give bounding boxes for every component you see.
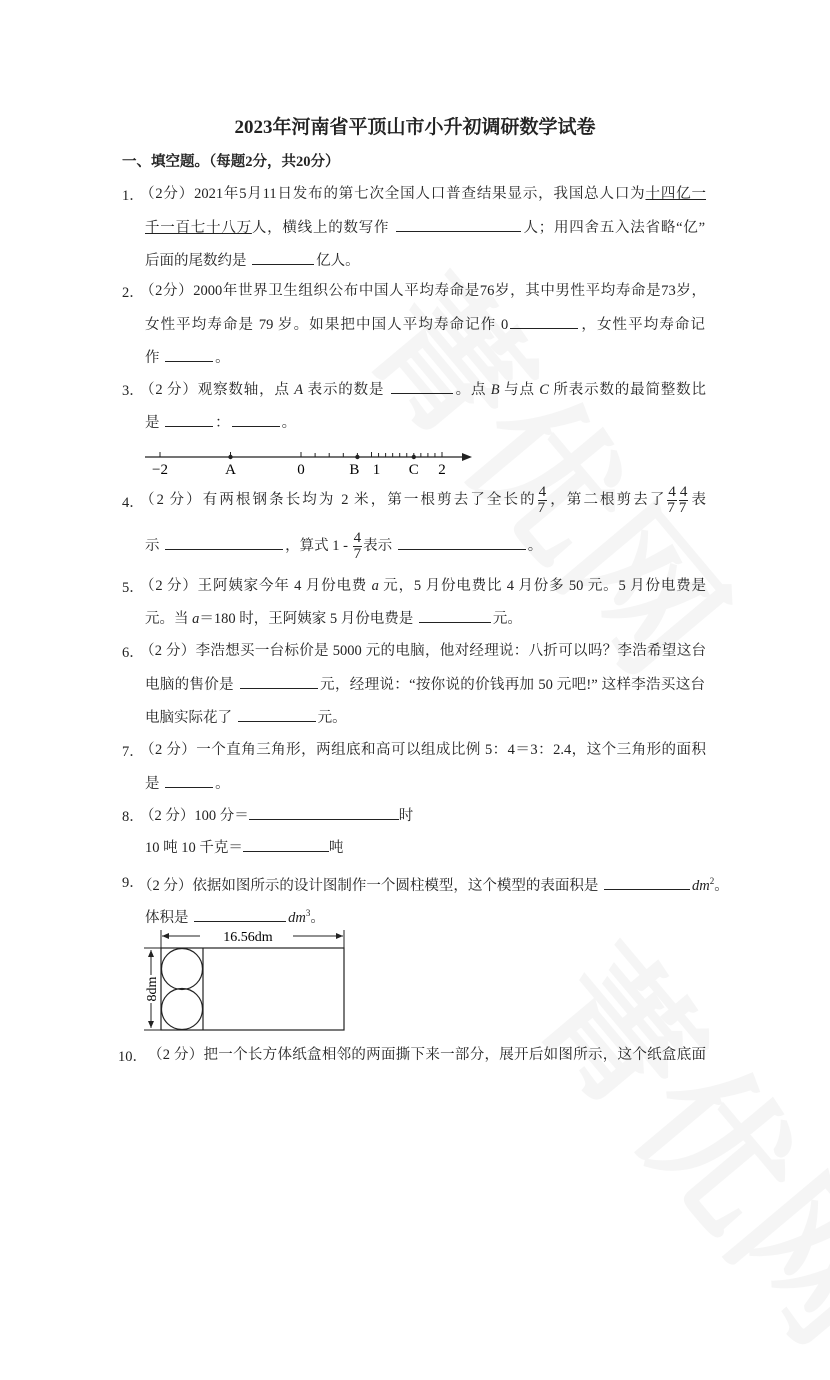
text: 元。	[317, 710, 347, 726]
text: 10 吨 10 千克＝	[145, 840, 243, 856]
answer-blank	[165, 412, 213, 427]
text: 吨	[328, 840, 344, 856]
answer-blank	[194, 907, 286, 922]
point-label: A	[294, 382, 304, 398]
text: 女性平均寿命是 79 岁。如果把中国人平均寿命记作 0	[145, 317, 509, 333]
answer-blank	[252, 250, 314, 265]
text: 表示的数是	[303, 382, 389, 398]
answer-blank	[165, 347, 213, 362]
height-label: 8dm	[145, 976, 160, 1002]
text: 是	[145, 415, 164, 431]
question-number: 4．	[122, 495, 144, 511]
fraction	[667, 485, 677, 516]
base-circle	[162, 949, 203, 990]
numerator: 4	[679, 484, 688, 501]
point-label: B	[490, 382, 500, 398]
numerator: 4	[353, 530, 362, 547]
answer-blank	[232, 412, 280, 427]
fraction	[538, 485, 548, 516]
question-number: 6．	[122, 645, 144, 661]
fraction	[353, 531, 363, 562]
axis-label: 1	[372, 462, 381, 478]
text: 作	[145, 350, 164, 366]
text: 与点	[499, 382, 540, 398]
numerator: 4	[668, 484, 676, 501]
answer-blank	[238, 707, 316, 722]
text: 体积是	[145, 909, 193, 926]
text: （2 分）一个直角三角形，两组底和高可以组成比例 5：4＝3：2.4，这个三角形的面积	[140, 742, 706, 758]
underlined-text: 千一百七十八万	[145, 220, 252, 236]
text: 电脑的售价是	[145, 677, 238, 693]
text: 亿人。	[316, 253, 360, 269]
text: 。	[215, 776, 230, 792]
text: （2 分）李浩想买一台标价是 5000 元的电脑，他对经理说：八折可以吗？李浩希望这台	[140, 643, 706, 659]
text: 表示	[363, 538, 396, 554]
text: ，算式 1 -	[285, 538, 352, 554]
point-a	[228, 455, 232, 459]
axis-arrow	[462, 453, 472, 461]
width-label: 16.56dm	[223, 930, 273, 945]
denominator: 7	[678, 500, 687, 517]
text: 。	[215, 350, 230, 366]
answer-blank	[165, 535, 283, 550]
answer-blank	[240, 674, 318, 689]
text: 人；用四舍五入法省略“亿”	[522, 220, 706, 236]
text: 表	[689, 492, 707, 508]
axis-label: −2	[152, 462, 168, 478]
text: ＝180 时，王阿姨家 5 月份电费是	[199, 611, 417, 627]
answer-blank	[391, 379, 453, 394]
text: 。	[310, 909, 325, 926]
denominator: 7	[667, 500, 675, 517]
exponent: 3	[305, 908, 311, 918]
variable: a	[192, 611, 200, 627]
text: （2 分）把一个长方体纸盒相邻的两面撕下来一部分，展开后如图所示，这个纸盒底面	[148, 1047, 706, 1063]
answer-blank	[165, 773, 213, 788]
text: 元。	[492, 611, 522, 627]
text: （2 分）有两根钢条长均为 2 米，第一根剪去了全长的	[140, 492, 537, 508]
question-number: 1．	[122, 188, 144, 204]
text: 电脑实际花了	[145, 710, 236, 726]
answer-blank	[396, 217, 521, 232]
answer-blank	[604, 875, 690, 890]
question-number: 8．	[122, 809, 144, 825]
text: 。	[281, 415, 297, 431]
denominator: 7	[353, 546, 362, 563]
text: 所表示数的最简整数比	[548, 382, 707, 398]
text: 时	[398, 808, 414, 824]
text: 。	[714, 877, 729, 894]
text: 。点	[454, 382, 491, 398]
numerator: 4	[538, 484, 547, 501]
text: 后面的尾数约是	[145, 253, 251, 269]
text: 是	[145, 776, 164, 792]
text: 元，经理说：“按你说的价钱再加 50 元吧!” 这样李浩买这台	[319, 677, 706, 693]
axis-label: 2	[438, 462, 446, 478]
point-c	[412, 455, 416, 459]
text: 人，横线上的数写作	[251, 220, 394, 236]
question-number: 9．	[122, 875, 144, 891]
answer-blank	[510, 314, 578, 329]
answer-blank	[398, 535, 526, 550]
text: （2 分）依据如图所示的设计图制作一个圆柱模型，这个模型的表面积是	[138, 877, 602, 894]
question-number: 10．	[118, 1049, 147, 1065]
text: 元。当	[145, 611, 193, 627]
section-heading: 一、填空题。（每题2分，共20分）	[122, 154, 340, 170]
unit: dm	[692, 877, 710, 894]
text: ，女性平均寿命记	[580, 317, 705, 333]
question-number: 2．	[122, 285, 144, 301]
question-number: 5．	[122, 580, 144, 596]
fraction	[679, 485, 689, 516]
watermark-logo	[498, 896, 830, 1380]
text: （2分）2000年世界卫生组织公布中国人平均寿命是76岁，其中男性平均寿命是73岁，	[140, 283, 706, 299]
text: （2 分）观察数轴，点	[140, 382, 295, 398]
text: （2 分）100 分＝	[140, 808, 249, 824]
text: （2 分）王阿姨家今年 4 月份电费	[140, 578, 372, 594]
text: 元，5 月份电费比 4 月份多 50 元。5 月份电费是	[378, 578, 706, 594]
denominator: 7	[537, 500, 546, 517]
axis-label: 0	[297, 462, 305, 478]
point-label: C	[539, 382, 549, 398]
answer-blank	[249, 805, 399, 820]
underlined-text: 十四亿一	[645, 186, 707, 202]
unit: dm	[288, 909, 306, 926]
text: ，第二根剪去了	[548, 492, 667, 508]
axis-label: B	[349, 462, 360, 478]
number-line-figure	[140, 440, 485, 480]
page-title: 2023年河南省平顶山市小升初调研数学试卷	[234, 117, 596, 138]
question-number: 7．	[122, 744, 144, 760]
cylinder-net-figure	[140, 925, 355, 1035]
text: 示	[145, 538, 164, 554]
axis-label: C	[408, 462, 419, 478]
text: （2分）2021年5月11日发布的第七次全国人口普查结果显示，我国总人口为	[140, 186, 646, 202]
answer-blank	[243, 837, 329, 852]
base-circle	[162, 989, 203, 1030]
question-number: 3．	[122, 383, 144, 399]
text: ：	[215, 415, 230, 431]
exponent: 2	[709, 876, 715, 886]
answer-blank	[419, 608, 491, 623]
axis-label: A	[225, 462, 236, 478]
text: 。	[527, 538, 543, 554]
point-b	[355, 455, 359, 459]
variable: a	[371, 578, 379, 594]
